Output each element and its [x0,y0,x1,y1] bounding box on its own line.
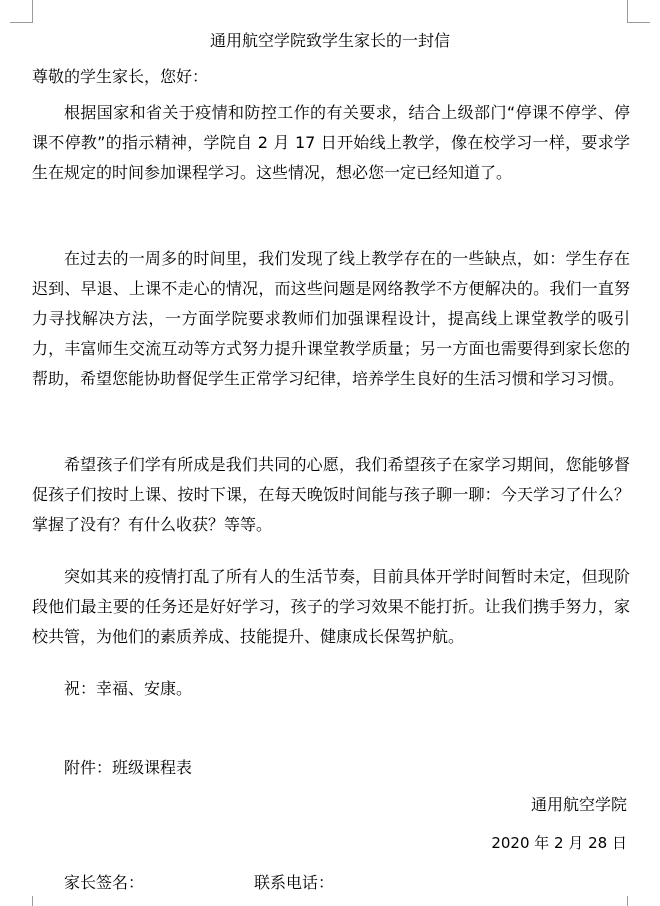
letter-paragraph-3: 希望孩子们学有所成是我们共同的心愿，我们希望孩子在家学习期间，您能够督促孩子们按时上课、按时下课，在每天晚饭时间能与孩子聊一聊：今天学习了什么？掌握了没有？有什么收获？等等。 [32,455,630,534]
letter-date: 2020 年 2 月 28 日 [491,834,627,852]
sender-name: 通用航空学院 [530,795,627,814]
letter-paragraph-2: 在过去的一周多的时间里，我们发现了线上教学存在的一些缺点，如：学生存在迟到、早退、上课不走心的情况，而这些问题是网络教学不方便解决的。我们一直努力寻找解决方法，一方面学院要求教师们加强课程设计，提高线上课堂教学的吸引力，丰富师生交流互动等方式努力提升课堂教学质量；另一方面也需要得到家长您的帮助，希望您能协助督促学生正常学习纪律，培养学生良好的生活习惯和学习习惯。 [32,249,630,388]
parent-signature-label: 家长签名： [64,873,145,892]
letter-paragraph-4: 突如其来的疫情打乱了所有人的生活节奏，目前具体开学时间暂时未定，但现阶段他们最主要的任务还是好好学习，孩子的学习效果不能打折。让我们携手努力，家校共管，为他们的素质养成、技能提升、健康成长保驾护航。 [32,567,630,646]
attachment-note: 附件：班级课程表 [64,758,193,777]
crop-mark-top-left [10,22,33,23]
crop-mark-top-left [32,0,33,22]
crop-mark-top-right [627,22,650,23]
crop-mark-top-right [627,0,628,22]
closing-wish: 祝：幸福、安康。 [64,679,193,698]
letter-paragraph-1: 根据国家和省关于疫情和防控工作的有关要求，结合上级部门“停课不停学、停课不停教”的指示精神，学院自 2 月 17 日开始线上教学，像在校学习一样，要求学生在规定的时间参加课程学习。这些情况，想必您一定已经知道了。 [32,103,630,182]
crop-mark-bottom-right [627,896,628,906]
crop-mark-bottom-left [32,896,33,906]
phone-label: 联系电话： [254,873,335,892]
letter-title: 通用航空学院致学生家长的一封信 [209,31,450,50]
letter-greeting: 尊敬的学生家长，您好： [32,67,209,86]
